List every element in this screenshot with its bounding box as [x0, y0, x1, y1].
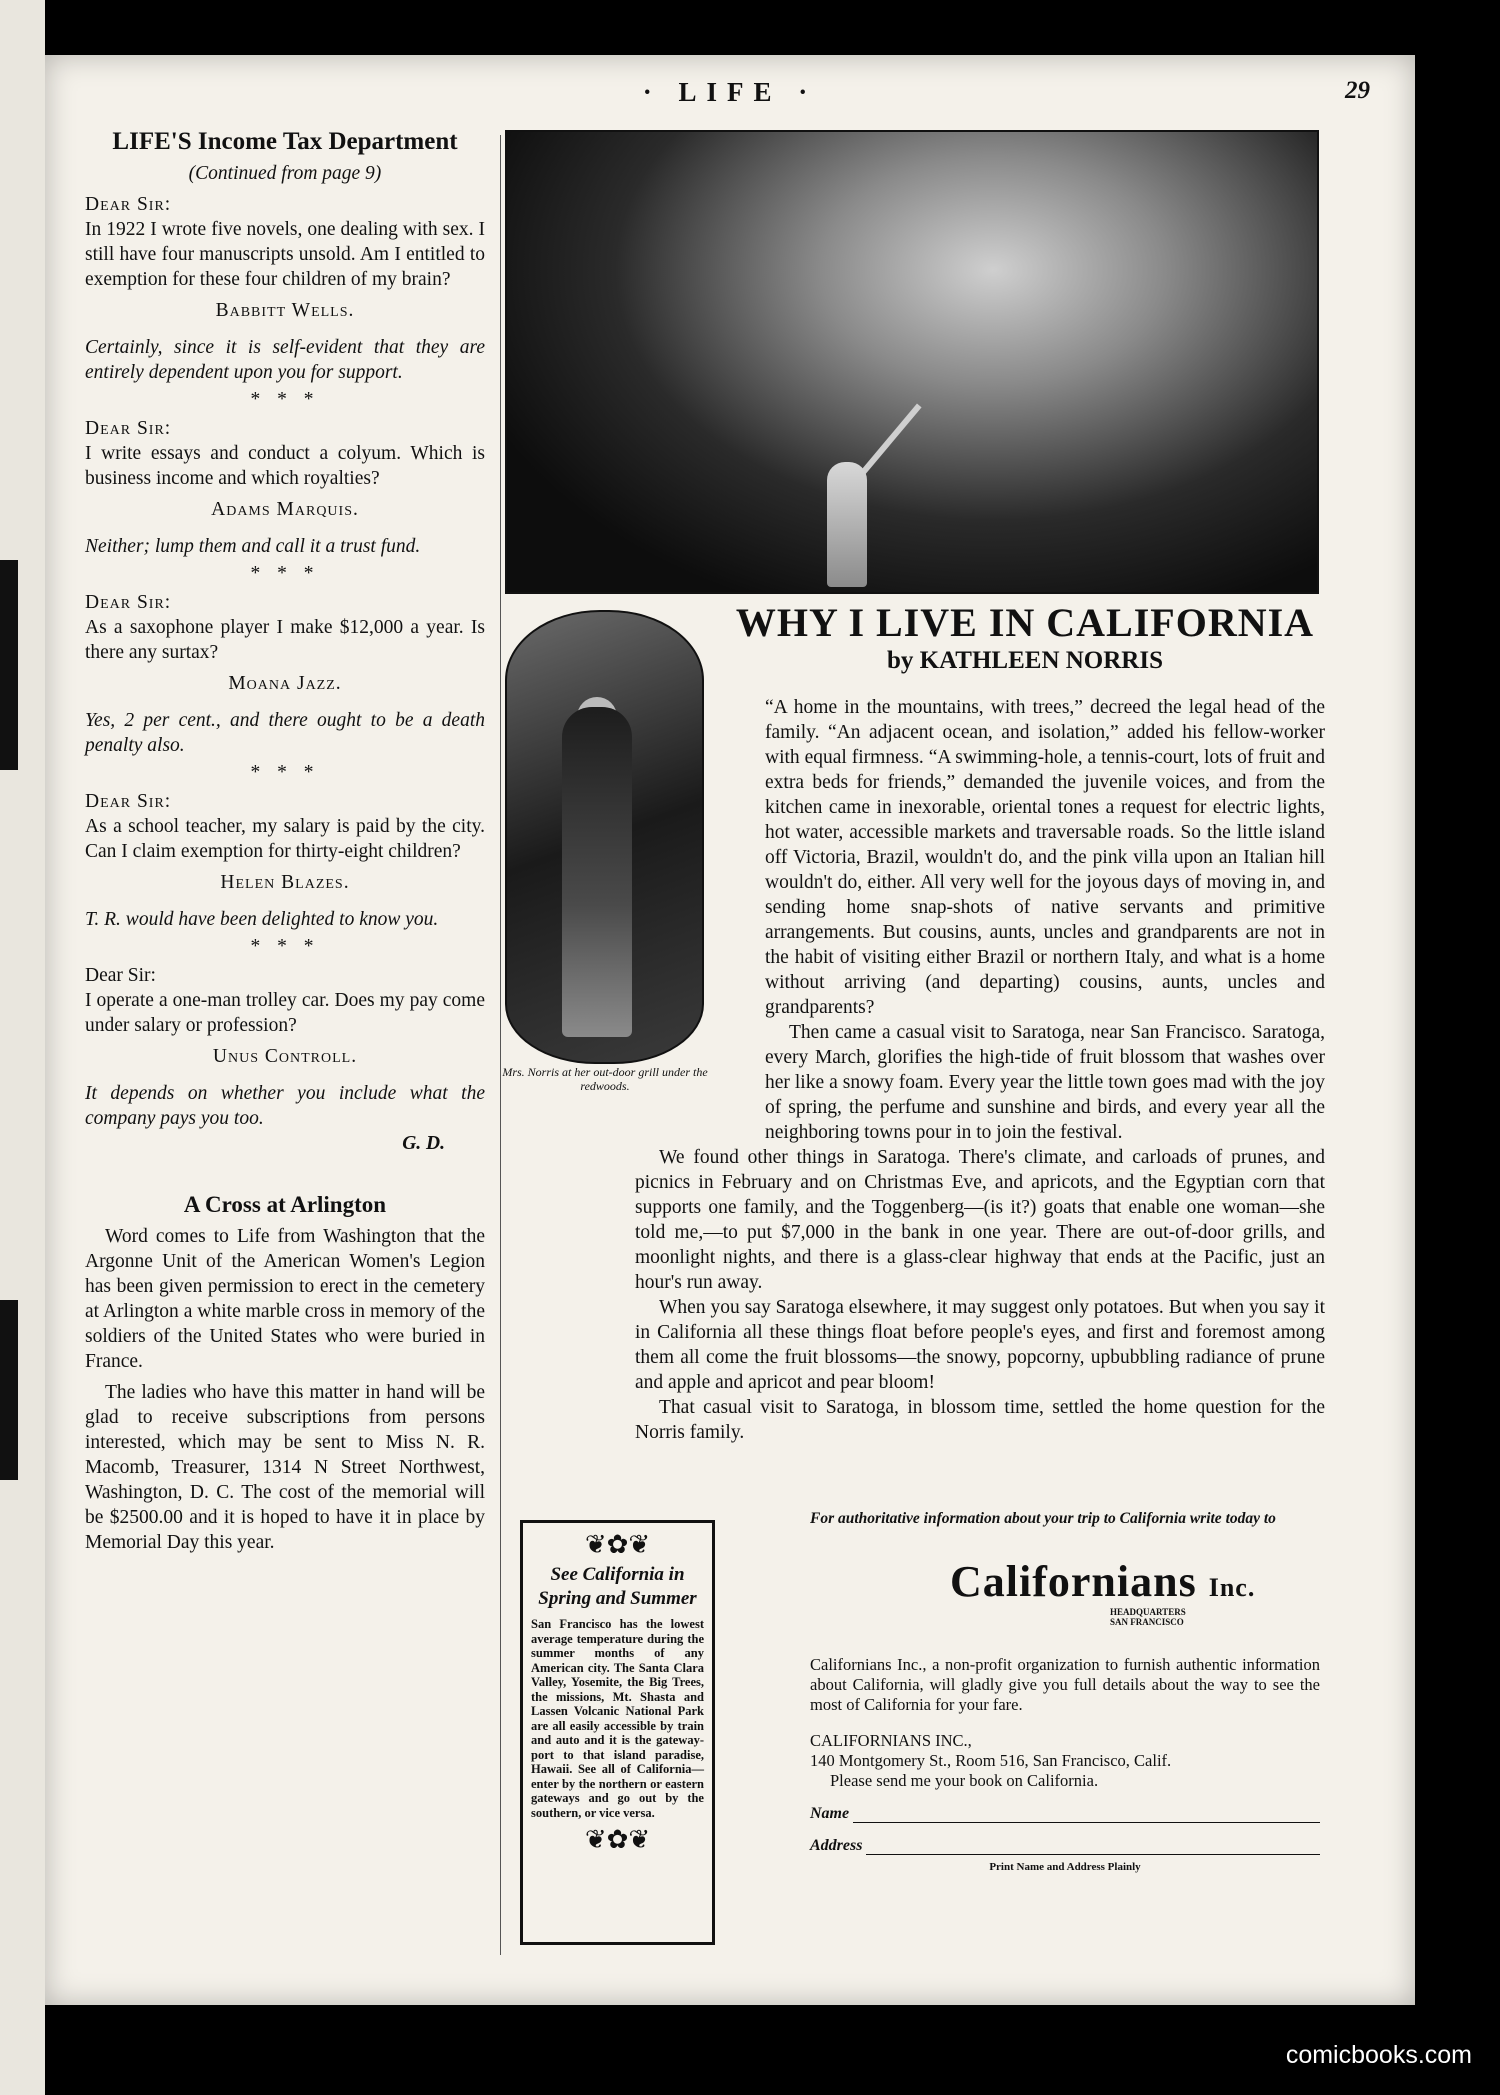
address-field[interactable] — [810, 1837, 1320, 1855]
separator: * * * — [250, 389, 320, 410]
ad-box — [520, 1520, 715, 1945]
address-line: 140 Montgomery St., Room 516, San Francisco, Calif. — [810, 1751, 1172, 1770]
logo-text: Californians — [950, 1557, 1197, 1606]
cross-paragraph: The ladies who have this matter in hand will be glad to receive subscriptions from persons interested, which may be sent to Miss N. R. Macomb, Treasurer, 1314 N Street Northwest, Washington, D. C. The cost of the memorial will be $2500.00 and it is hoped to have it in place by Memorial Day this year. — [85, 1382, 485, 1553]
ad-box-title: See California in Spring and Summer — [538, 1564, 697, 1609]
address-label: Address — [810, 1837, 863, 1854]
article-paragraph: Then came a casual visit to Saratoga, near San Francisco. Saratoga, every March, glorifies the high-tide of fruit blossom that washes over her like a snowy foam. Every year the little town goes mad with the joy of spring, the perfume and sunshine and birds, and every year all the neighboring towns pour in to join the festival. — [765, 1022, 1325, 1143]
answer: It depends on whether you include what the company pays you too. — [85, 1083, 485, 1129]
address-line: CALIFORNIANS INC., — [810, 1731, 972, 1750]
ornament-icon: ❦✿❦ — [584, 1825, 651, 1854]
cross-paragraph: Word comes to Life from Washington that the Argonne Unit of the American Women's Legion has been given permission to erect in the cemetery at Arlington a white marble cross in memory of the soldiers of the United States who were buried in France. — [85, 1226, 485, 1372]
letter-body: I operate a one-man trolley car. Does my pay come under salary or profession? — [85, 990, 485, 1036]
californians-logo — [950, 1556, 1320, 1607]
adjacent-page-bar — [0, 560, 18, 770]
magazine-header: · LIFE · — [642, 77, 818, 107]
ad-box-text: San Francisco has the lowest average temperature during the summer months of any American city. The Santa Clara Valley, Yosemite, the Big Trees, the missions, Mt. Shasta and Lassen Volcanic National Park are all easily accessible by train and auto and it is the gateway-port to that island paradise, Hawaii. See all of California—enter by the northern or eastern gateways and go out by the southern, or vice versa. — [531, 1617, 704, 1820]
article-title: WHY I LIVE IN CALIFORNIA — [735, 600, 1315, 645]
logo-inc: Inc. — [1208, 1573, 1256, 1602]
article-paragraph: We found other things in Saratoga. There's climate, and carloads of prunes, and picnics in February and on Christmas Eve, and apricots, and the Egyptian corn that supports one family, and the Toggenberg—(is it?) goats that enable one woman—she told me,—to put $7,000 in the bank in one year. There are out-of-door grills, and moonlight nights, and there is a glass-clear highway that ends at the Pacific, just an hour's run away. — [635, 1147, 1325, 1293]
initials: G. D. — [402, 1133, 445, 1154]
name-line[interactable] — [853, 1821, 1320, 1823]
coupon-ad — [810, 1510, 1320, 1873]
column-divider — [500, 135, 501, 1955]
letter — [85, 590, 485, 785]
letter-body: In 1922 I wrote five novels, one dealing with sex. I still have four manuscripts unsold. Am I entitled to exemption for these four children of my brain? — [85, 219, 485, 290]
page-number: 29 — [1345, 77, 1370, 104]
magazine-page — [45, 55, 1415, 2005]
photo-figure — [827, 462, 867, 587]
letter — [85, 416, 485, 586]
article-paragraph: “A home in the mountains, with trees,” decreed the legal head of the family. “An adjacent ocean, and isolation,” added his fellow-worker with equal firmness. “A swimming-hole, a tennis-court, lots of fruit and extra beds for friends,” demanded the juvenile voices, and from the kitchen came in inexorable, oriental tones a request for electric lights, hot water, accessible markets and traversable roads. So the little island off Victoria, Brazil, wouldn't do, and the pink villa upon an Italian hill wouldn't do, either. All very well for the joyous days of moving in, and sending home snap-shots of native servants and primitive arrangements. But cousins, aunts, uncles and grandparents are not in the habit of visiting either Brazil or northern Italy, and what is a home without arriving (and departing) cousins, aunts, uncles and grandparents? — [765, 697, 1325, 1018]
address-line-blank[interactable] — [866, 1853, 1320, 1855]
photo-caption: Mrs. Norris at her out-door grill under the redwoods. — [502, 1065, 708, 1093]
salutation: Dear Sir: — [85, 194, 172, 215]
separator: * * * — [250, 936, 320, 957]
article-paragraph: That casual visit to Saratoga, in blossom time, settled the home question for the Norris family. — [635, 1397, 1325, 1443]
letter — [85, 963, 485, 1156]
letter — [85, 192, 485, 412]
signature: Moana Jazz. — [228, 673, 342, 694]
ornament-icon: ❦✿❦ — [584, 1530, 651, 1559]
adjacent-page-edge — [0, 0, 45, 2095]
answer: Neither; lump them and call it a trust fund. — [85, 536, 421, 557]
salutation: Dear Sir: — [85, 791, 172, 812]
salutation: Dear Sir: — [85, 592, 172, 613]
ad-description: Californians Inc., a non-profit organization to furnish authentic information about California, will gladly give you full details about the way to see the most of California for your fare. — [810, 1655, 1320, 1714]
ad-intro: For authoritative information about your trip to California write today to — [810, 1510, 1276, 1527]
letter-body: As a saxophone player I make $12,000 a year. Is there any surtax? — [85, 617, 485, 663]
letter-body: As a school teacher, my salary is paid by the city. Can I claim exemption for thirty-eight children? — [85, 816, 485, 862]
article-byline: by KATHLEEN NORRIS — [887, 647, 1163, 674]
left-column — [85, 127, 485, 1561]
logo-hq: HEADQUARTERS — [1110, 1607, 1186, 1617]
watermark: comicbooks.com — [1285, 2041, 1472, 2069]
portrait-figure — [562, 707, 632, 1037]
letter-body: I write essays and conduct a colyum. Which is business income and which royalties? — [85, 443, 485, 489]
address-line: Please send me your book on California. — [830, 1771, 1099, 1790]
answer: Yes, 2 per cent., and there ought to be a death penalty also. — [85, 710, 485, 756]
name-field[interactable] — [810, 1805, 1320, 1823]
signature: Helen Blazes. — [220, 872, 350, 893]
continued-note: (Continued from page 9) — [188, 163, 382, 184]
salutation: Dear Sir: — [85, 965, 156, 986]
logo-hq-city: SAN FRANCISCO — [1110, 1617, 1184, 1627]
separator: * * * — [250, 762, 320, 783]
blossom-photo — [505, 130, 1319, 594]
tax-title: LIFE'S Income Tax Department — [112, 128, 458, 155]
answer: Certainly, since it is self-evident that they are entirely dependent upon you for support. — [85, 337, 485, 383]
adjacent-page-bar — [0, 1300, 18, 1480]
signature: Babbitt Wells. — [215, 300, 355, 321]
mailing-address — [810, 1731, 1320, 1791]
article-paragraph: When you say Saratoga elsewhere, it may suggest only potatoes. But when you say it in California all these things float before people's eyes, and first and foremost among them all come the fruit blossoms—the snowy, popcorny, upbubbling radiance of prune and apple and apricot and pear bloom! — [635, 1297, 1325, 1393]
letter — [85, 789, 485, 959]
separator: * * * — [250, 563, 320, 584]
cross-title: A Cross at Arlington — [183, 1192, 387, 1217]
signature: Unus Controll. — [212, 1046, 358, 1067]
salutation: Dear Sir: — [85, 418, 172, 439]
signature: Adams Marquis. — [211, 499, 359, 520]
answer: T. R. would have been delighted to know you. — [85, 909, 439, 930]
article-body — [635, 695, 1325, 1445]
name-label: Name — [810, 1805, 850, 1822]
print-note: Print Name and Address Plainly — [989, 1861, 1141, 1873]
